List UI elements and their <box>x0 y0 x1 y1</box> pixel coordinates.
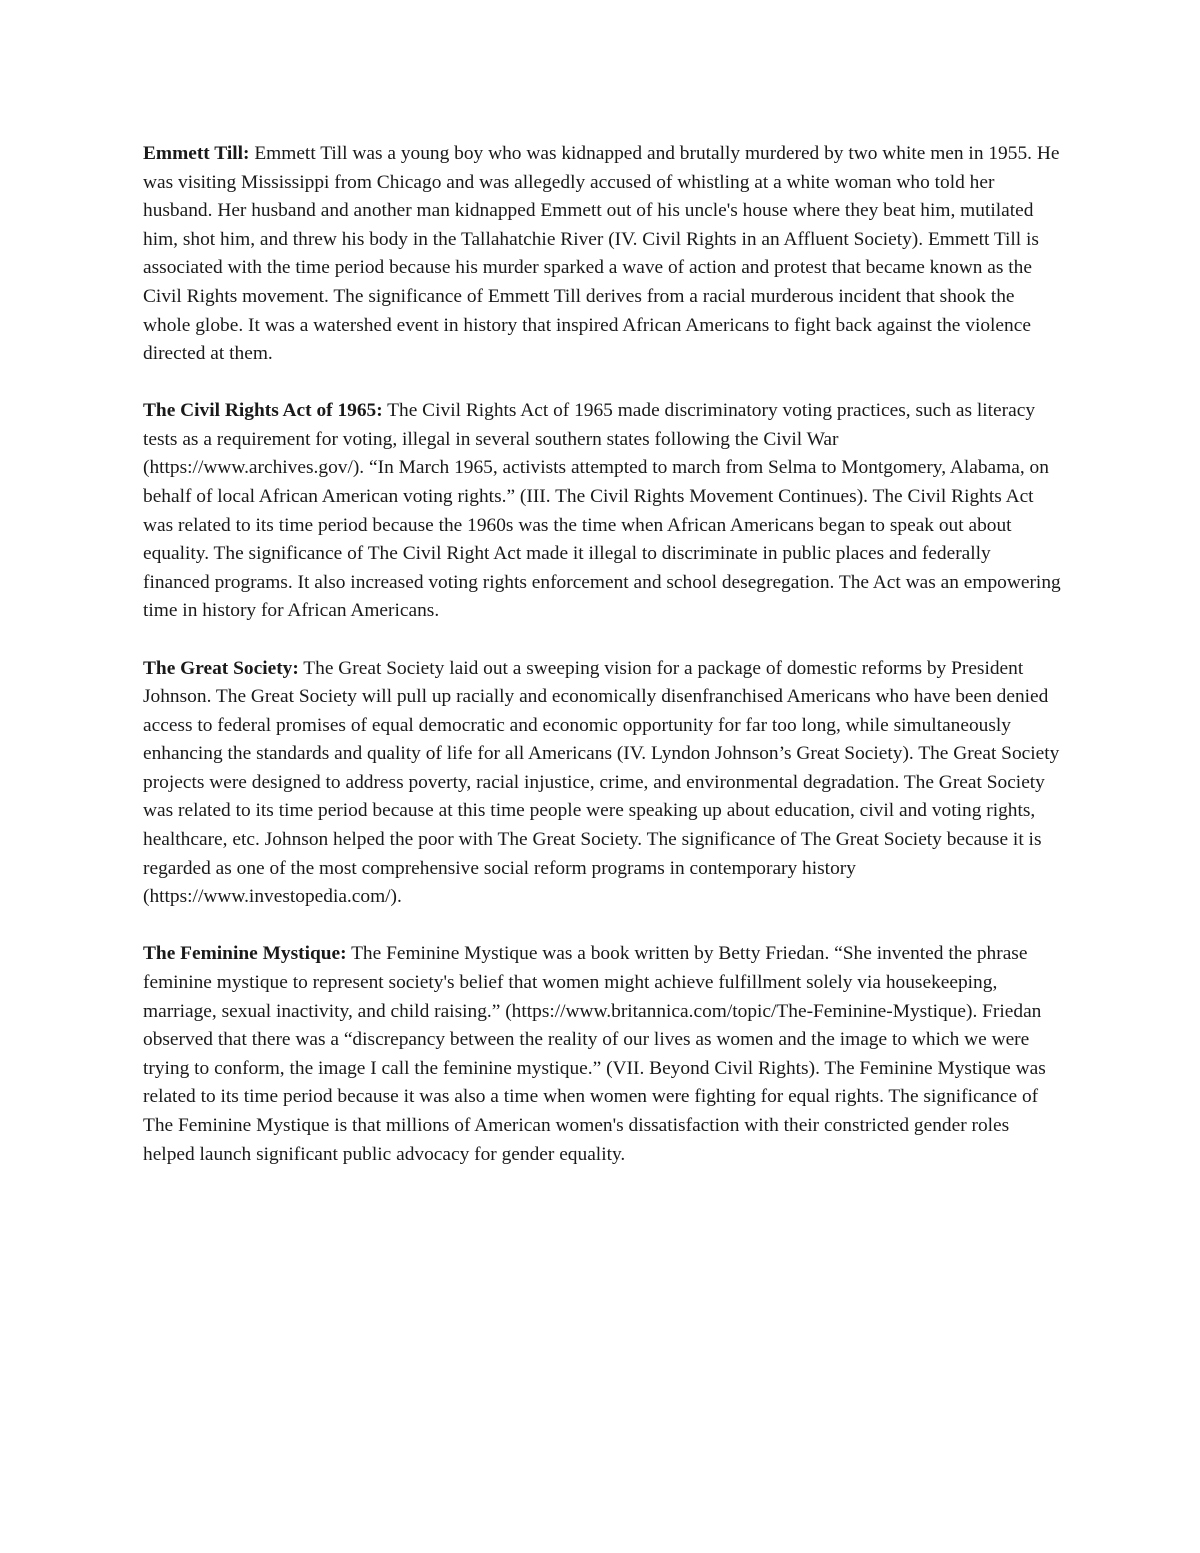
entry-term: The Civil Rights Act of 1965: <box>143 400 383 422</box>
entry-text: Emmett Till was a young boy who was kidnapped and brutally murdered by two white men in 1955. He was visiting Mississippi from Chicago and was allegedly accused of whistling at a white woman who told her husband. Her husband and another man kidnapped Emmett out of his uncle's house where they beat him, mutilated him, shot him, and threw his body in the Tallahatchie River (IV. Civil Rights in an Affluent Society). Emmett Till is associated with the time period because his murder sparked a wave of action and protest that became known as the Civil Rights movement. The significance of Emmett Till derives from a racial murderous incident that shook the whole globe. It was a watershed event in history that inspired African Americans to fight back against the violence directed at them. <box>143 143 1060 365</box>
entry-term: Emmett Till: <box>143 143 250 164</box>
entry-text: The Great Society laid out a sweeping vision for a package of domestic reforms by President Johnson. The Great Society will pull up racially and economically disenfranchised Americans who have been denied access to federal promises of equal democratic and economic opportunity for far too long, while simultaneously enhancing the standards and quality of life for all Americans (IV. Lyndon Johnson’s Great Society). The Great Society projects were designed to address poverty, racial injustice, crime, and environmental degradation. The Great Society was related to its time period because at this time people were speaking up about education, civil and voting rights, healthcare, etc. Johnson helped the poor with The Great Society. The significance of The Great Society because it is regarded as one of the most comprehensive social reform programs in contemporary history (https://www.investopedia.com/). <box>143 657 1060 908</box>
entry-term: The Feminine Mystique: <box>143 943 347 965</box>
entry-civil-rights-act <box>143 397 1061 626</box>
document-body <box>143 140 1061 1198</box>
entry-emmett-till <box>143 140 1061 369</box>
entry-great-society <box>143 655 1061 912</box>
entry-term: The Great Society: <box>143 657 299 679</box>
entry-feminine-mystique <box>143 940 1061 1169</box>
entry-text: The Civil Rights Act of 1965 made discriminatory voting practices, such as literacy tests as a requirement for voting, illegal in several southern states following the Civil War (https://www.archives.gov/). “In March 1965, activists attempted to march from Selma to Montgomery, Alabama, on behalf of local African American voting rights.” (III. The Civil Rights Movement Continues). The Civil Rights Act was related to its time period because the 1960s was the time when African Americans began to speak out about equality. The significance of The Civil Right Act made it illegal to discriminate in public places and federally financed programs. It also increased voting rights enforcement and school desegregation. The Act was an empowering time in history for African Americans. <box>143 400 1061 622</box>
entry-text: The Feminine Mystique was a book written by Betty Friedan. “She invented the phrase feminine mystique to represent society's belief that women might achieve fulfillment solely via housekeeping, marriage, sexual inactivity, and child raising.” (https://www.britannica.com/topic/The-Feminine-Mystique). Friedan observed that there was a “discrepancy between the reality of our lives as women and the image to which we were trying to conform, the image I call the feminine mystique.” (VII. Beyond Civil Rights). The Feminine Mystique was related to its time period because it was also a time when women were fighting for equal rights. The significance of The Feminine Mystique is that millions of American women's dissatisfaction with their constricted gender roles helped launch significant public advocacy for gender equality. <box>143 943 1046 1165</box>
